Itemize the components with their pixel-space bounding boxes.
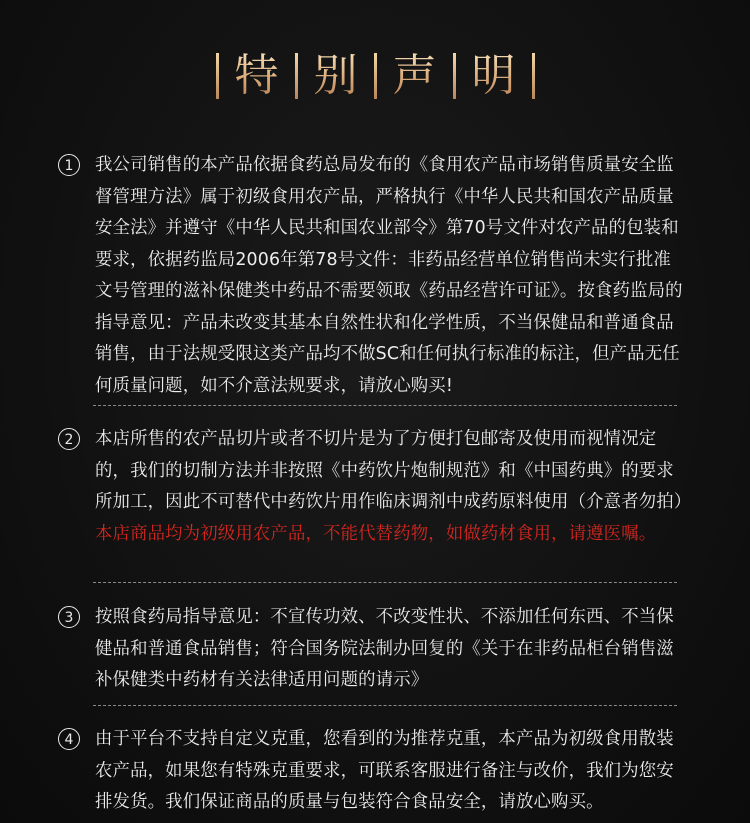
- title-divider-bar: [453, 53, 456, 99]
- dashed-divider: [93, 405, 677, 406]
- title-char: 明: [464, 48, 524, 104]
- statement-text-block: [95, 424, 692, 550]
- dashed-divider: [93, 582, 677, 583]
- title-char: 别: [306, 48, 366, 104]
- title-divider-bar: [374, 53, 377, 99]
- statement-text: 我公司销售的本产品依据食药总局发布的《食用农产品市场销售质量安全监督管理方法》属于初级食用农产品，严格执行《中华人民共和国农产品质量安全法》并遵守《中华人民共和国农业部令》第70号文件对农产品的包装和要求，依据药监局2006年第78号文件：非药品经营单位销售尚未实行批准文号管理的滋补保健类中药品不需要领取《药品经营许可证》。按食药监局的指导意见：产品未改变其基本自然性状和化学性质，不当保健品和普通食品销售，由于法规受限这类产品均不做SC和任何执行标准的标注，但产品无任何质量问题，如不介意法规要求，请放心购买!: [95, 155, 683, 396]
- circled-number: 3: [58, 606, 80, 628]
- title-divider-bar: [216, 53, 219, 99]
- statement-text: 由于平台不支持自定义克重，您看到的为推荐克重，本产品为初级食用散装农产品，如果您有特殊克重要求，可联系客服进行备注与改价，我们为您安排发货。我们保证商品的质量与包装符合食品安全，请放心购买。: [95, 729, 674, 812]
- statement-text: 本店所售的农产品切片或者不切片是为了方便打包邮寄及使用而视情况定的，我们的切制方法并非按照《中药饮片炮制规范》和《中国药典》的要求所加工，因此不可替代中药饮片用作临床调剂中成药原料使用（介意者勿拍）: [95, 429, 692, 512]
- circled-number: 2: [58, 428, 80, 450]
- title-char: 声: [385, 48, 445, 104]
- title-char: 特: [227, 48, 287, 104]
- circled-number: 4: [58, 728, 80, 750]
- page-title: [0, 48, 750, 104]
- title-divider-bar: [295, 53, 298, 99]
- title-divider-bar: [532, 53, 535, 99]
- dashed-divider: [93, 705, 677, 706]
- warning-text: 本店商品均为初级用农产品，不能代替药物，如做药材食用，请遵医嘱。: [95, 523, 657, 544]
- statement-text: 按照食药局指导意见：不宣传功效、不改变性状、不添加任何东西、不当保健品和普通食品销售；符合国务院法制办回复的《关于在非药品柜台销售滋补保健类中药材有关法律适用问题的请示》: [95, 607, 674, 690]
- circled-number: 1: [58, 154, 80, 176]
